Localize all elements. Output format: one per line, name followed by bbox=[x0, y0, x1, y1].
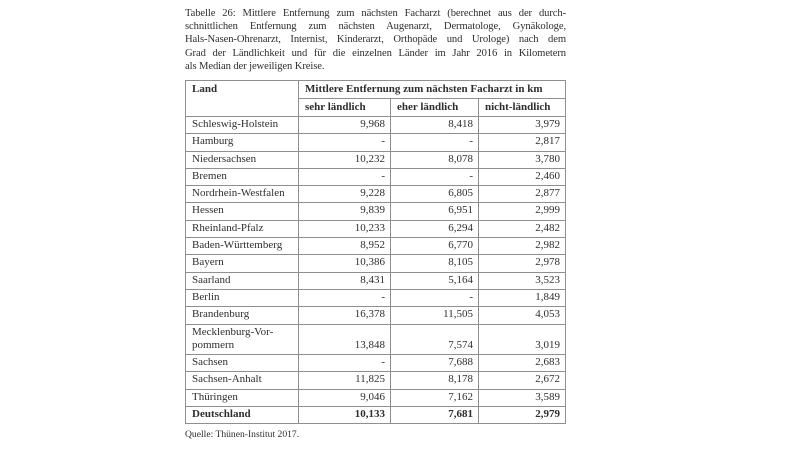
col-header-land: Land bbox=[186, 80, 299, 116]
land-cell: Hessen bbox=[186, 203, 299, 220]
distance-value-cell: 8,418 bbox=[391, 116, 479, 133]
distance-value-cell: 8,078 bbox=[391, 151, 479, 168]
distance-value-cell: 8,105 bbox=[391, 255, 479, 272]
land-cell: Baden-Württemberg bbox=[186, 238, 299, 255]
table-row bbox=[186, 220, 566, 237]
table-row bbox=[186, 289, 566, 306]
distance-value-cell: 6,294 bbox=[391, 220, 479, 237]
distance-value-cell: - bbox=[299, 355, 391, 372]
distance-value-cell: 2,979 bbox=[479, 406, 566, 423]
land-cell: Schleswig-Holstein bbox=[186, 116, 299, 133]
distance-value-cell: 7,681 bbox=[391, 406, 479, 423]
distance-value-cell: 8,952 bbox=[299, 238, 391, 255]
distance-value-cell: 3,780 bbox=[479, 151, 566, 168]
distance-value-cell: 7,162 bbox=[391, 389, 479, 406]
land-cell: Deutschland bbox=[186, 406, 299, 423]
table-caption bbox=[185, 7, 566, 73]
land-cell: Brandenburg bbox=[186, 307, 299, 324]
distance-value-cell: 9,228 bbox=[299, 186, 391, 203]
land-cell: Bayern bbox=[186, 255, 299, 272]
document bbox=[185, 7, 566, 440]
table-row bbox=[186, 203, 566, 220]
distance-value-cell: 9,046 bbox=[299, 389, 391, 406]
distance-value-cell: - bbox=[391, 134, 479, 151]
table-row bbox=[186, 134, 566, 151]
distance-value-cell: 11,825 bbox=[299, 372, 391, 389]
col-header-nicht-laendlich: nicht-ländlich bbox=[479, 98, 566, 116]
col-header-eher-laendlich: eher ländlich bbox=[391, 98, 479, 116]
table-row bbox=[186, 238, 566, 255]
distance-value-cell: 2,683 bbox=[479, 355, 566, 372]
table-row bbox=[186, 116, 566, 133]
land-cell: Nordrhein-Westfalen bbox=[186, 186, 299, 203]
land-cell: Sachsen-Anhalt bbox=[186, 372, 299, 389]
distance-value-cell: 3,019 bbox=[479, 324, 566, 355]
distance-value-cell: 10,232 bbox=[299, 151, 391, 168]
distance-value-cell: 7,688 bbox=[391, 355, 479, 372]
distance-value-cell: 10,133 bbox=[299, 406, 391, 423]
distance-value-cell: 8,431 bbox=[299, 272, 391, 289]
col-header-sehr-laendlich: sehr ländlich bbox=[299, 98, 391, 116]
distance-value-cell: 10,386 bbox=[299, 255, 391, 272]
distance-value-cell: 9,839 bbox=[299, 203, 391, 220]
caption-line: schnittlichen Entfernung zum nächsten Augenarzt, Dermatologe, Gynäkologe, bbox=[185, 21, 566, 33]
distance-value-cell: 16,378 bbox=[299, 307, 391, 324]
distance-value-cell: 1,849 bbox=[479, 289, 566, 306]
distance-value-cell: - bbox=[299, 289, 391, 306]
distance-value-cell: 6,805 bbox=[391, 186, 479, 203]
header-row-1 bbox=[186, 80, 566, 98]
land-cell: Berlin bbox=[186, 289, 299, 306]
table-row bbox=[186, 186, 566, 203]
land-cell: Bremen bbox=[186, 168, 299, 185]
distance-value-cell: 4,053 bbox=[479, 307, 566, 324]
caption-line: Grad der Ländlichkeit und für die einzelnen Länder im Jahr 2016 in Kilometern bbox=[185, 47, 566, 59]
distance-value-cell: 11,505 bbox=[391, 307, 479, 324]
distance-value-cell: 6,951 bbox=[391, 203, 479, 220]
distance-value-cell: 5,164 bbox=[391, 272, 479, 289]
distance-value-cell: 7,574 bbox=[391, 324, 479, 355]
distance-value-cell: 13,848 bbox=[299, 324, 391, 355]
distance-value-cell: - bbox=[299, 134, 391, 151]
distance-value-cell: 8,178 bbox=[391, 372, 479, 389]
distance-value-cell: 2,817 bbox=[479, 134, 566, 151]
col-header-group-title: Mittlere Entfernung zum nächsten Facharzt in km bbox=[299, 80, 566, 98]
table-row bbox=[186, 255, 566, 272]
distance-value-cell: 2,877 bbox=[479, 186, 566, 203]
distance-value-cell: 2,460 bbox=[479, 168, 566, 185]
distance-value-cell: 3,979 bbox=[479, 116, 566, 133]
land-cell: Rheinland-Pfalz bbox=[186, 220, 299, 237]
land-cell: Saarland bbox=[186, 272, 299, 289]
distance-value-cell: 2,999 bbox=[479, 203, 566, 220]
distance-value-cell: 3,523 bbox=[479, 272, 566, 289]
distance-value-cell: - bbox=[391, 289, 479, 306]
table-header bbox=[186, 80, 566, 116]
caption-line: Hals-Nasen-Ohrenarzt, Internist, Kinderarzt, Orthopäde und Urologe) nach dem bbox=[185, 34, 566, 46]
table-row bbox=[186, 151, 566, 168]
table-row bbox=[186, 372, 566, 389]
table-row bbox=[186, 324, 566, 355]
table-row bbox=[186, 168, 566, 185]
table-row bbox=[186, 272, 566, 289]
distance-value-cell: 6,770 bbox=[391, 238, 479, 255]
land-cell: Sachsen bbox=[186, 355, 299, 372]
distance-value-cell: 2,982 bbox=[479, 238, 566, 255]
table-row bbox=[186, 307, 566, 324]
caption-line: als Median der jeweiligen Kreise. bbox=[185, 60, 325, 72]
table-row bbox=[186, 355, 566, 372]
table-row bbox=[186, 389, 566, 406]
caption-line: Tabelle 26: Mittlere Entfernung zum nächsten Facharzt (berechnet aus der durch- bbox=[185, 8, 566, 19]
distance-value-cell: 2,482 bbox=[479, 220, 566, 237]
source-note: Quelle: Thünen-Institut 2017. bbox=[185, 429, 300, 441]
distance-value-cell: 2,672 bbox=[479, 372, 566, 389]
facharzt-distance-table bbox=[185, 80, 566, 424]
land-cell: Mecklenburg-Vor- pommern bbox=[186, 324, 299, 355]
table-body bbox=[186, 116, 566, 423]
distance-value-cell: - bbox=[391, 168, 479, 185]
distance-value-cell: 10,233 bbox=[299, 220, 391, 237]
distance-value-cell: 9,968 bbox=[299, 116, 391, 133]
table-row bbox=[186, 406, 566, 423]
distance-value-cell: - bbox=[299, 168, 391, 185]
distance-value-cell: 3,589 bbox=[479, 389, 566, 406]
distance-value-cell: 2,978 bbox=[479, 255, 566, 272]
land-cell: Hamburg bbox=[186, 134, 299, 151]
land-cell: Niedersachsen bbox=[186, 151, 299, 168]
land-cell: Thüringen bbox=[186, 389, 299, 406]
